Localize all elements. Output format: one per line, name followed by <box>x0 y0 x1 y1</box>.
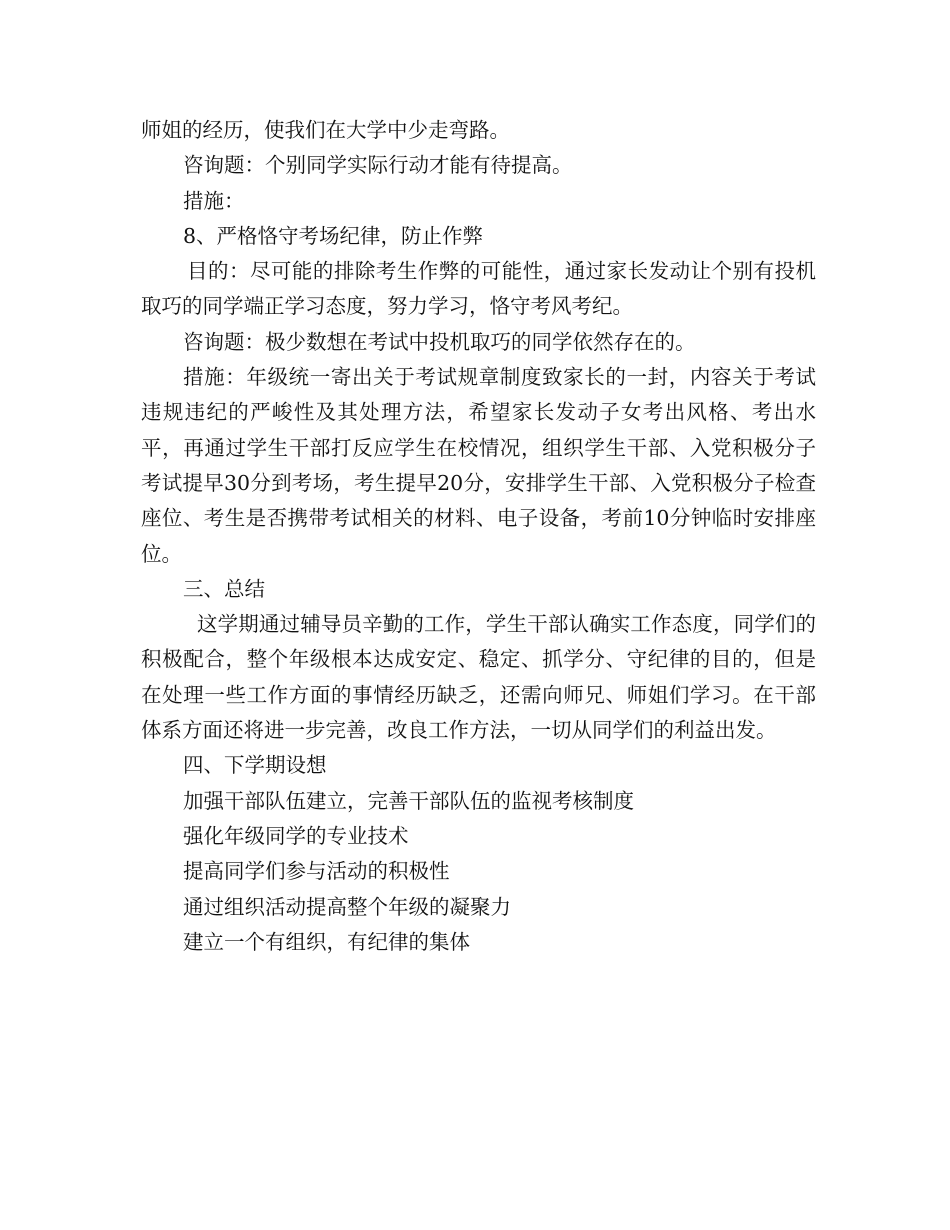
document-body <box>141 113 816 960</box>
paragraph-continuation: 师姐的经历，使我们在大学中少走弯路。 <box>141 118 510 142</box>
section-heading-next-term: 四、下学期设想 <box>183 753 327 778</box>
plan-item: 加强干部队伍建立，完善干部队伍的监视考核制度 <box>183 788 634 813</box>
paragraph-summary: 这学期通过辅导员辛勤的工作，学生干部认确实工作态度，同学们的积极配合，整个年级根本达成安定、稳定、抓学分、守纪律的目的，但是在处理一些工作方面的事情经历缺乏，还需向师兄、师姐们学习。在干部体系方面还将进一步完善，改良工作方法，一切从同学们的利益出发。 <box>141 612 816 743</box>
plan-item: 提高同学们参与活动的积极性 <box>183 859 450 884</box>
plan-item: 建立一个有组织，有纪律的集体 <box>183 929 470 954</box>
plan-item: 强化年级同学的专业技术 <box>183 823 409 848</box>
paragraph-purpose: 目的：尽可能的排除考生作弊的可能性，通过家长发动让个别有投机取巧的同学端正学习态度，努力学习，恪守考风考纪。 <box>141 259 816 319</box>
paragraph-item-8: 8、严格恪守考场纪律，防止作弊 <box>183 223 484 248</box>
paragraph-measures-heading: 措施： <box>183 188 245 213</box>
paragraph-measures: 措施：年级统一寄出关于考试规章制度致家长的一封，内容关于考试违规违纪的严峻性及其处理方法，希望家长发动子女考出风格、考出水平，再通过学生干部打反应学生在校情况，组织学生干部、入党积极分子考试提早30分到考场，考生提早20分，安排学生干部、入党积极分子检查座位、考生是否携带考试相关的材料、电子设备，考前10分钟临时安排座位。 <box>141 365 816 566</box>
section-heading-summary: 三、总结 <box>183 576 265 601</box>
paragraph-problem-1: 咨询题：个别同学实际行动才能有待提高。 <box>183 153 573 178</box>
paragraph-problem-2: 咨询题：极少数想在考试中投机取巧的同学依然存在的。 <box>183 329 696 354</box>
plan-item: 通过组织活动提高整个年级的凝聚力 <box>183 894 511 919</box>
